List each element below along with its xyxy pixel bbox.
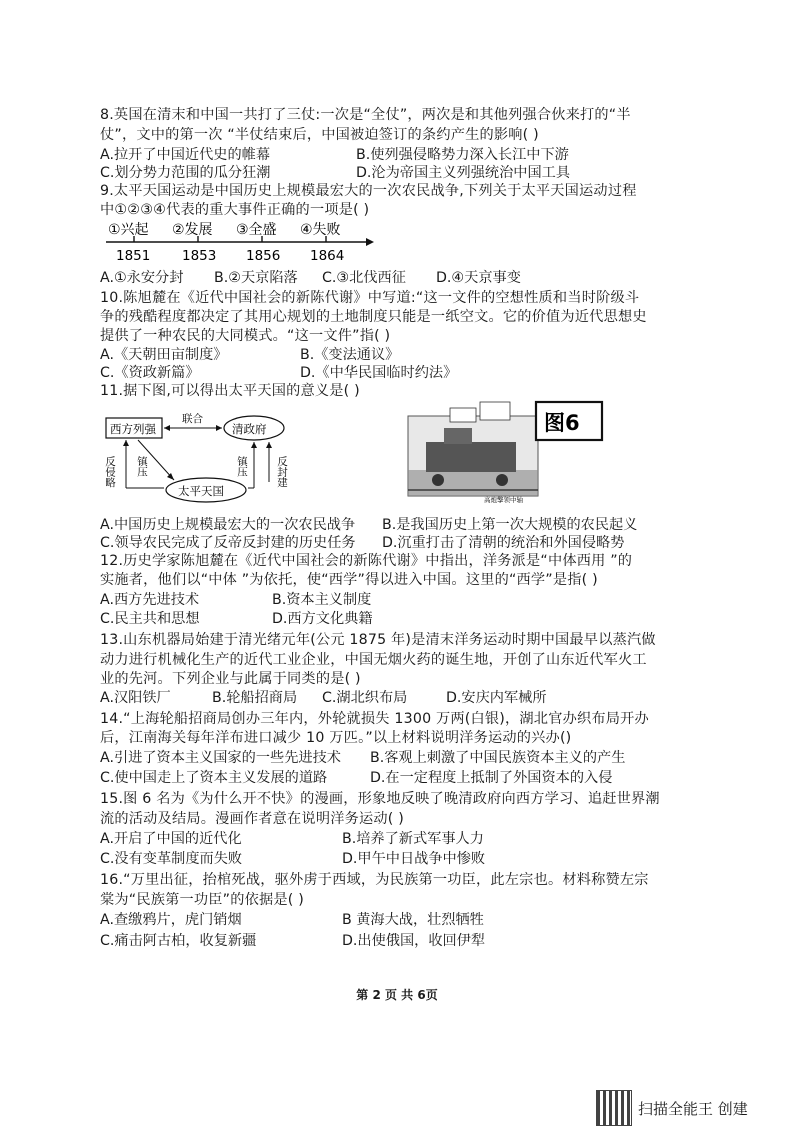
diagram-qing-label: 清政府 — [232, 422, 267, 436]
q9-option-c[interactable]: C.③北伐西征 — [322, 270, 406, 286]
q8-stem-line2: 仗”，文中的第一次 “半仗结束后，中国被迫签订的条约产生的影响( ) — [100, 127, 539, 143]
scanner-text: 扫描全能王 创建 — [638, 1099, 748, 1118]
q14-stem-line2: 后，江南海关每年洋布进口减少 10 万匹。”以上材料说明洋务运动的兴办() — [100, 730, 572, 746]
q13-option-d[interactable]: D.安庆内军械所 — [446, 690, 547, 706]
q13-option-a[interactable]: A.汉阳铁厂 — [100, 690, 171, 706]
q10-option-d[interactable]: D.《中华民国临时约法》 — [300, 365, 458, 381]
q12-option-c[interactable]: C.民主共和思想 — [100, 611, 200, 627]
q9-stem-line2: 中①②③④代表的重大事件正确的一项是( ) — [100, 202, 370, 218]
q9-option-b[interactable]: B.②天京陷落 — [214, 270, 298, 286]
timeline-year-1: 1851 — [116, 248, 151, 264]
diagram-suppress-left-label: 镇压 — [136, 456, 148, 477]
q8-option-d[interactable]: D.沦为帝国主义列强统治中国工具 — [356, 165, 571, 181]
q8-option-c[interactable]: C.划分势力范围的瓜分狂潮 — [100, 165, 271, 181]
q15-stem-line2: 流的活动及结局。漫画作者意在说明洋务运动( ) — [100, 811, 404, 827]
q9-option-a[interactable]: A.①永安分封 — [100, 270, 184, 286]
q14-option-a[interactable]: A.引进了资本主义国家的一些先进技术 — [100, 750, 341, 766]
diagram-suppress-right-label: 镇压 — [236, 456, 248, 477]
q11-option-c[interactable]: C.领导农民完成了反帝反封建的历史任务 — [100, 535, 356, 551]
q16-stem-line2: 棠为“民族第一功臣”的依据是( ) — [100, 892, 304, 908]
q11-option-b[interactable]: B.是我国历史上第一次大规模的农民起义 — [382, 517, 638, 533]
timeline-label-2: ②发展 — [172, 222, 213, 238]
timeline-year-2: 1853 — [182, 248, 217, 264]
diagram-west-label: 西方列强 — [110, 422, 156, 436]
q10-option-a[interactable]: A.《天朝田亩制度》 — [100, 347, 228, 363]
q12-option-b[interactable]: B.资本主义制度 — [272, 592, 372, 608]
q13-option-b[interactable]: B.轮船招商局 — [212, 690, 298, 706]
q15-cartoon-figure — [404, 398, 614, 506]
q16-option-c[interactable]: C.痛击阿古柏，收复新疆 — [100, 933, 257, 949]
page-number-footer: 第 2 页 共 6页 — [356, 988, 438, 1002]
q12-stem-line2: 实施者，他们以“中体 ”为依托，使“西学”得以进入中国。这里的“西学”是指( ) — [100, 572, 598, 588]
q11-option-d[interactable]: D.沉重打击了清朝的统治和外国侵略势 — [382, 535, 625, 551]
timeline-label-1: ①兴起 — [108, 222, 149, 238]
q12-option-a[interactable]: A.西方先进技术 — [100, 592, 200, 608]
q10-stem-line3: 提供了一种农民的大同模式。“这一文件”指( ) — [100, 328, 391, 344]
q16-option-a[interactable]: A.查缴鸦片，虎门销烟 — [100, 912, 242, 928]
q10-stem-line2: 争的残酷程度都决定了其用心规划的土地制度只能是一纸空文。它的价值为近代思想史 — [100, 309, 647, 325]
q10-stem-line1: 10.陈旭麓在《近代中国社会的新陈代谢》中写道:“这一文件的空想性质和当时阶级斗 — [100, 290, 640, 306]
diagram-anti-feudal-label: 反封建 — [276, 456, 288, 488]
timeline-label-3: ③全盛 — [236, 222, 277, 238]
figure-6-label: 图6 — [544, 411, 580, 435]
timeline-year-3: 1856 — [246, 248, 281, 264]
q11-stem: 11.据下图,可以得出太平天国的意义是( ) — [100, 383, 360, 399]
q9-option-d[interactable]: D.④天京事变 — [436, 270, 521, 286]
diagram-collude-label: 联合 — [182, 413, 203, 425]
q13-stem-line2: 动力进行机械化生产的近代工业企业，中国无烟火药的诞生地，开创了山东近代军火工 — [100, 652, 647, 668]
q9-stem-line1: 9.太平天国运动是中国历史上规模最宏大的一次农民战争,下列关于太平天国运动过程 — [100, 183, 637, 199]
q13-stem-line3: 业的先河。下列企业与此属于同类的是( ) — [100, 671, 361, 687]
q14-option-b[interactable]: B.客观上刺激了中国民族资本主义的产生 — [370, 750, 626, 766]
q13-stem-line1: 13.山东机器局始建于清光绪元年(公元 1875 年)是清末洋务运动时期中国最早以蒸汽做 — [100, 632, 656, 648]
q16-option-d[interactable]: D.出使俄国，收回伊犁 — [342, 933, 486, 949]
diagram-taiping-label: 太平天国 — [178, 484, 224, 498]
q8-option-b[interactable]: B.使列强侵略势力深入长江中下游 — [356, 147, 569, 163]
q15-option-d[interactable]: D.甲午中日战争中惨败 — [342, 851, 486, 867]
q10-option-c[interactable]: C.《资政新篇》 — [100, 365, 200, 381]
q11-relation-diagram — [104, 404, 314, 512]
q14-option-d[interactable]: D.在一定程度上抵制了外国资本的入侵 — [370, 770, 613, 786]
q14-option-c[interactable]: C.使中国走上了资本主义发展的道路 — [100, 770, 328, 786]
q8-option-a[interactable]: A.拉开了中国近代史的帷幕 — [100, 147, 271, 163]
diagram-anti-aggression-label: 反侵略 — [104, 456, 116, 488]
timeline-label-4: ④失败 — [300, 222, 341, 238]
q14-stem-line1: 14.“上海轮船招商局创办三年内，外轮就损失 1300 万两(白银)，湖北官办织布局开办 — [100, 711, 649, 727]
q12-option-d[interactable]: D.西方文化典籍 — [272, 611, 373, 627]
q15-option-c[interactable]: C.没有变革制度而失败 — [100, 851, 243, 867]
q13-option-c[interactable]: C.湖北织布局 — [322, 690, 408, 706]
q11-option-a[interactable]: A.中国历史上规模最宏大的一次农民战争 — [100, 517, 356, 533]
q15-option-b[interactable]: B.培养了新式军事人力 — [342, 831, 484, 847]
q16-option-b[interactable]: B 黄海大战，壮烈牺牲 — [342, 912, 484, 928]
q9-timeline — [104, 218, 374, 264]
timeline-year-4: 1864 — [310, 248, 345, 264]
q15-stem-line1: 15.图 6 名为《为什么开不快》的漫画，形象地反映了晚清政府向西方学习、追赶世界潮 — [100, 791, 660, 807]
q12-stem-line1: 12.历史学家陈旭麓在《近代中国社会的新陈代谢》中指出，洋务派是“中体西用 ”的 — [100, 553, 633, 569]
q16-stem-line1: 16.“万里出征，抬棺死战，驱外虏于西域，为民族第一功臣，此左宗也。材料称赞左宗 — [100, 872, 649, 888]
q8-stem-line1: 8.英国在清末和中国一共打了三仗:一次是“全仗”，两次是和其他列强合伙来打的“半 — [100, 107, 631, 123]
q10-option-b[interactable]: B.《变法通议》 — [300, 347, 400, 363]
q15-option-a[interactable]: A.开启了中国的近代化 — [100, 831, 242, 847]
cartoon-caption: 高炮擎领中轴 — [484, 496, 523, 504]
qr-code-icon — [596, 1090, 632, 1126]
scanner-watermark — [596, 1090, 748, 1126]
